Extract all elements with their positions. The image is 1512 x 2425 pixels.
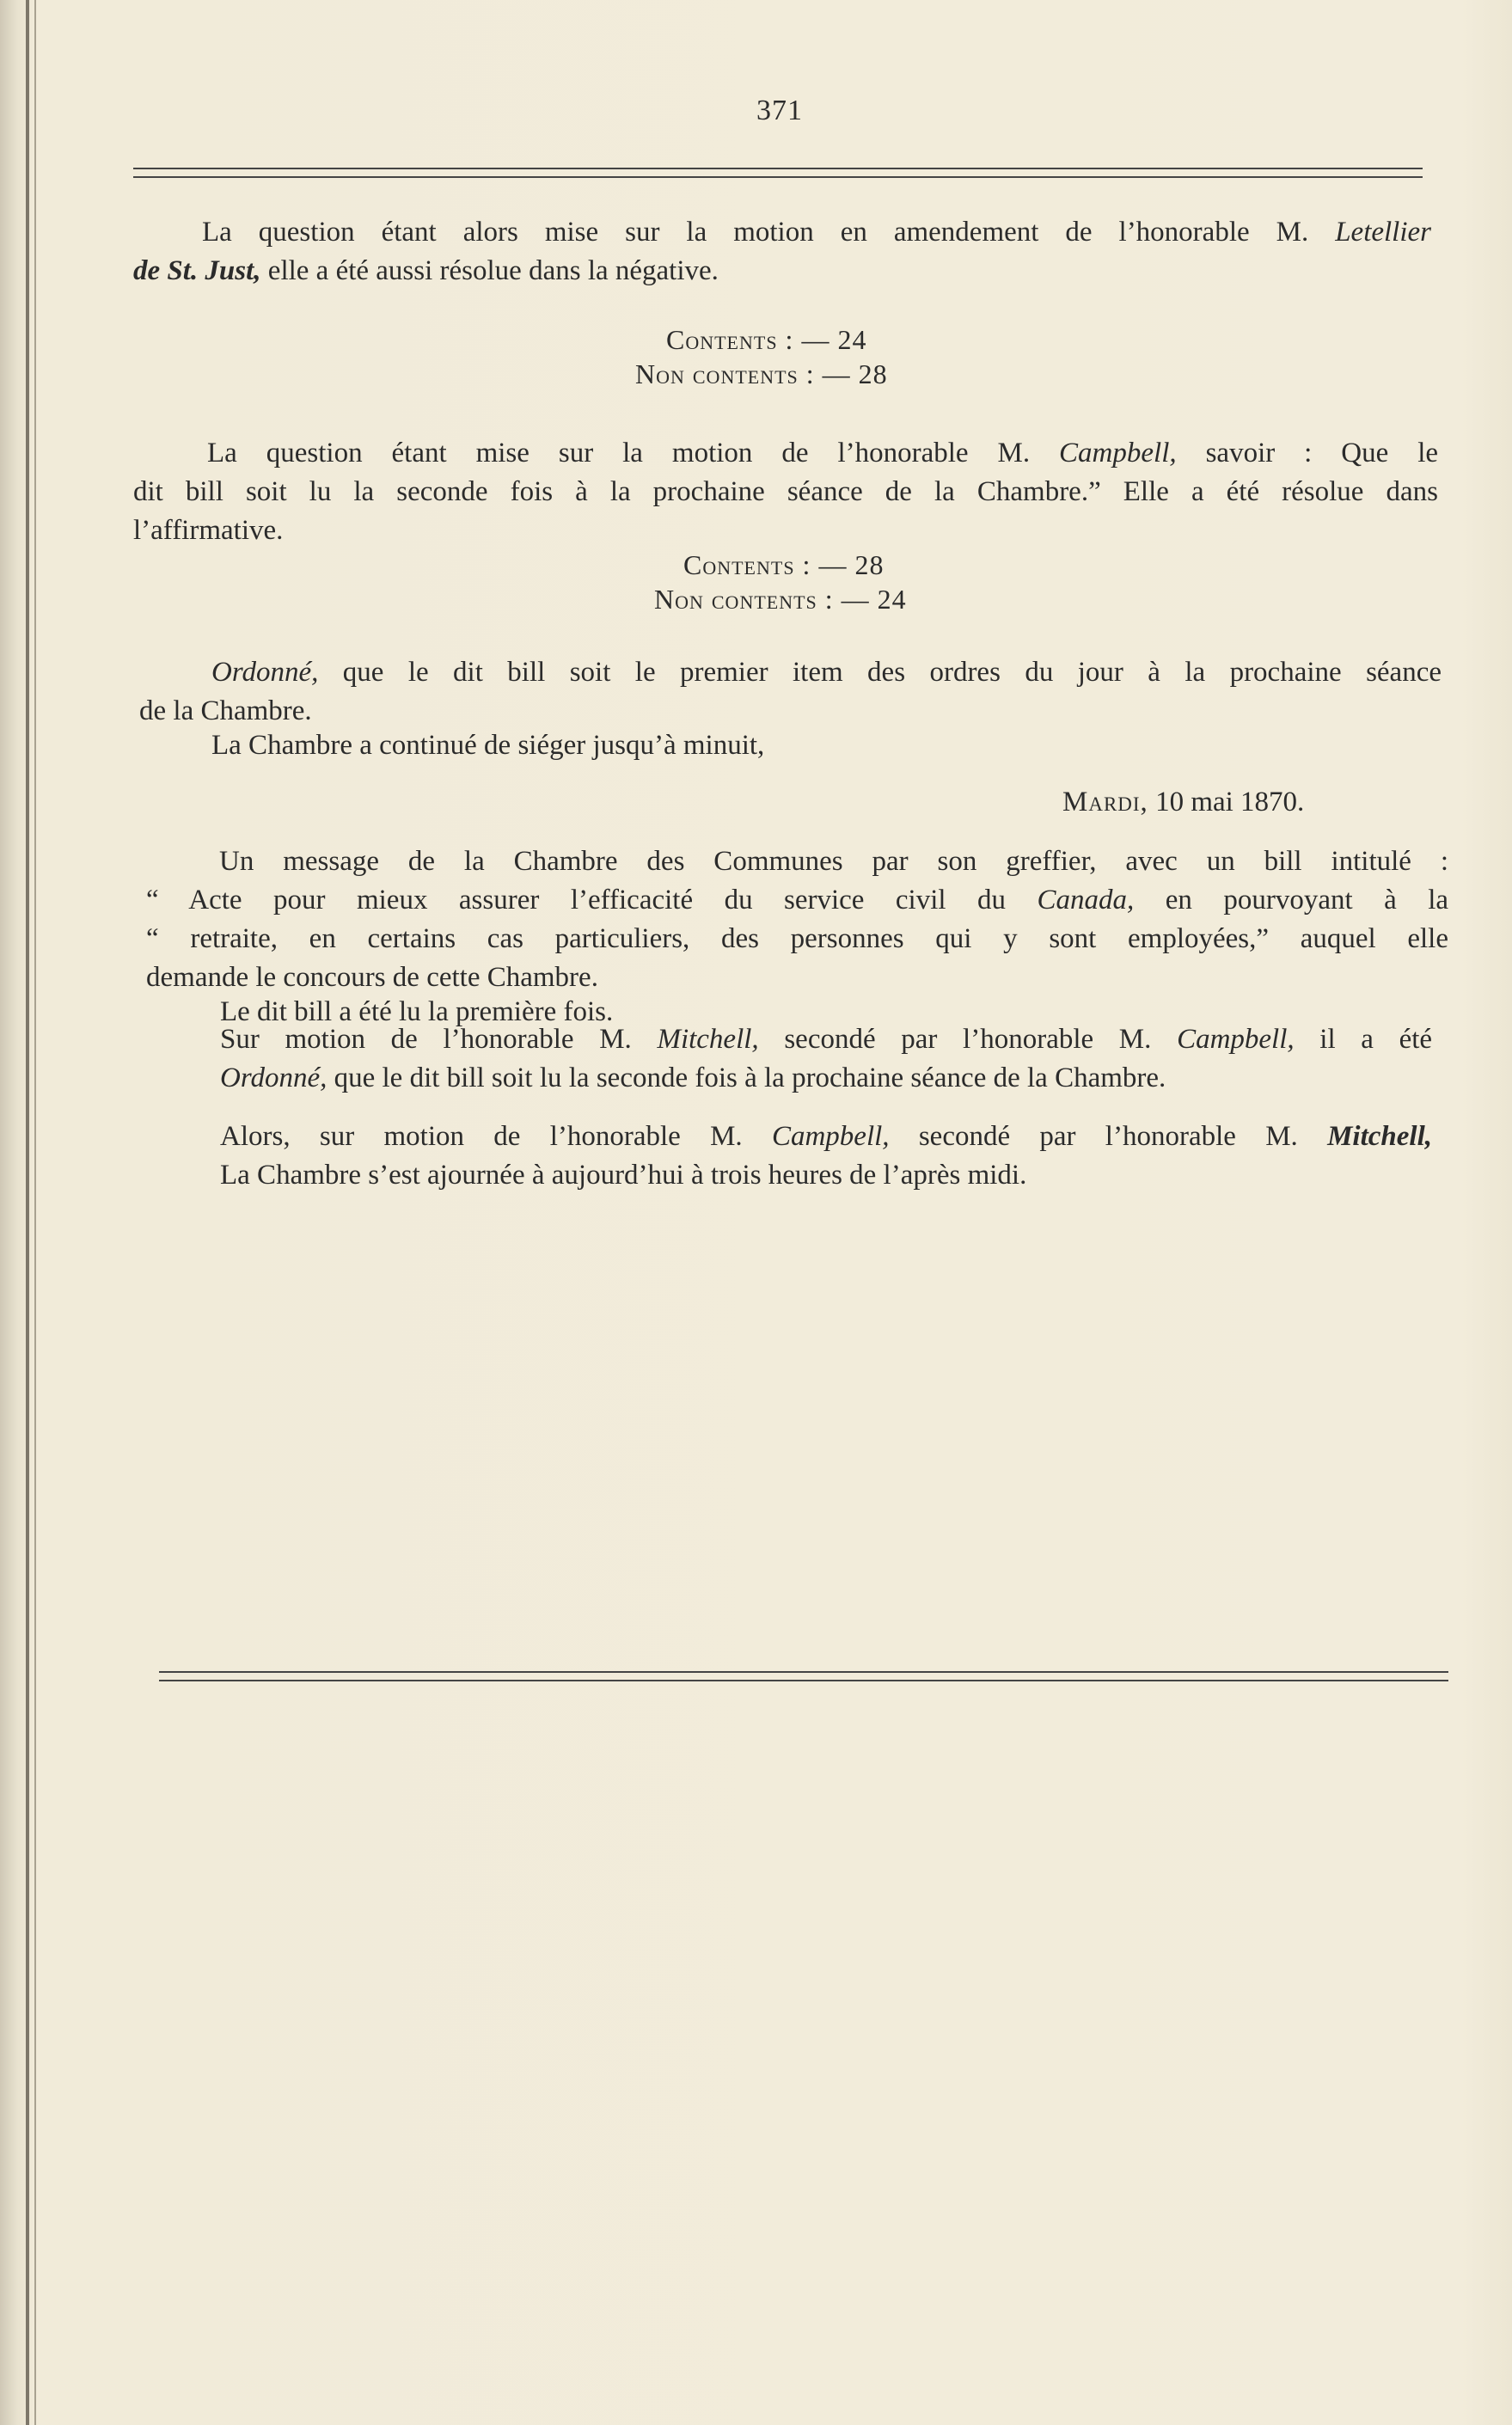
contents-count: Contents : — 28 [683, 549, 885, 580]
paragraph-line: “ retraite, en certains cas particuliers, des personnes qui y sont employées,” auquel elle [146, 923, 1448, 954]
place-name: Canada, [1037, 885, 1135, 915]
member-name: Mitchell, [657, 1024, 759, 1055]
member-name: Campbell, [1177, 1024, 1295, 1055]
header-rule [133, 168, 1423, 178]
paragraph-line: de la Chambre. [139, 695, 312, 726]
member-name: de St. Just, [133, 255, 261, 286]
paragraph-line [133, 213, 1431, 252]
paragraph-line: Un message de la Chambre des Communes par son greffier, avec un bill intitulé : [219, 846, 1448, 877]
member-name: Campbell, [1059, 438, 1177, 468]
paragraph-sitting-continued [211, 726, 1329, 765]
text-run: que le dit bill soit le premier item des ordres du jour à la prochaine séance [342, 657, 1442, 688]
paragraph-line: demande le concours de cette Chambre. [146, 962, 598, 993]
text-run: que le dit bill soit lu la seconde fois à la prochaine séance de la Chambre. [334, 1062, 1166, 1093]
paragraph-line [146, 881, 1448, 920]
paragraph-amendment-result [133, 213, 1431, 291]
paragraph-line [220, 1059, 1432, 1098]
text-run: La question étant alors mise sur la motion en amendement de l’honorable M. [202, 217, 1309, 248]
paragraph-line: Le dit bill a été lu la première fois. [220, 996, 614, 1027]
paragraph-line: dit bill soit lu la seconde fois à la prochaine séance de la Chambre.” Elle a été résolue dans [133, 476, 1438, 507]
member-name: Mitchell, [1327, 1121, 1432, 1152]
text-run: savoir : Que le [1205, 438, 1439, 468]
non-contents-count: Non contents : — 24 [654, 584, 907, 615]
paragraph-line [220, 1118, 1432, 1156]
binding-edge-inner [34, 0, 36, 2425]
vote-tally-2 [654, 548, 907, 616]
contents-count: Contents : — 24 [666, 324, 867, 355]
vote-tally-1 [635, 322, 888, 391]
paragraph-line: La Chambre s’est ajournée à aujourd’hui à trois heures de l’après midi. [220, 1160, 1027, 1191]
text-run: secondé par l’honorable M. [918, 1121, 1298, 1152]
paragraph-second-reading-motion [133, 434, 1438, 550]
text-run: il a été [1319, 1024, 1433, 1055]
paragraph-line [139, 653, 1442, 692]
weekday: Mardi, [1062, 787, 1148, 818]
member-name: Campbell, [771, 1121, 890, 1152]
ordered-label: Ordonné, [220, 1062, 327, 1093]
date-text: 10 mai 1870. [1155, 787, 1305, 818]
paragraph-commons-message [146, 842, 1448, 997]
binding-edge [26, 0, 29, 2425]
text-run: “ Acte pour mieux assurer l’efficacité du service civil du [146, 885, 1007, 915]
footer-rule [159, 1671, 1448, 1681]
paragraph-order-of-day [139, 653, 1442, 731]
paragraph-line [133, 252, 1431, 291]
page-number: 371 [756, 95, 803, 126]
ordered-label: Ordonné, [211, 657, 319, 688]
paragraph-line: l’affirmative. [133, 515, 284, 546]
text-run: Alors, sur motion de l’honorable M. [220, 1121, 743, 1152]
paragraph-line [133, 434, 1438, 473]
paragraph-line [220, 1020, 1432, 1059]
paragraph-line: La Chambre a continué de siéger jusqu’à minuit, [211, 730, 765, 761]
text-run: en pourvoyant à la [1165, 885, 1449, 915]
non-contents-count: Non contents : — 28 [635, 358, 888, 389]
member-name: Letellier [1335, 217, 1431, 248]
sitting-date [1062, 787, 1304, 818]
paragraph-second-reading-order [220, 1020, 1432, 1098]
paragraph-adjournment [220, 1118, 1432, 1195]
text-run: secondé par l’honorable M. [784, 1024, 1152, 1055]
text-run: La question étant mise sur la motion de l’honorable M. [207, 438, 1031, 468]
text-run: Sur motion de l’honorable M. [220, 1024, 632, 1055]
text-run: elle a été aussi résolue dans la négative. [267, 255, 719, 286]
